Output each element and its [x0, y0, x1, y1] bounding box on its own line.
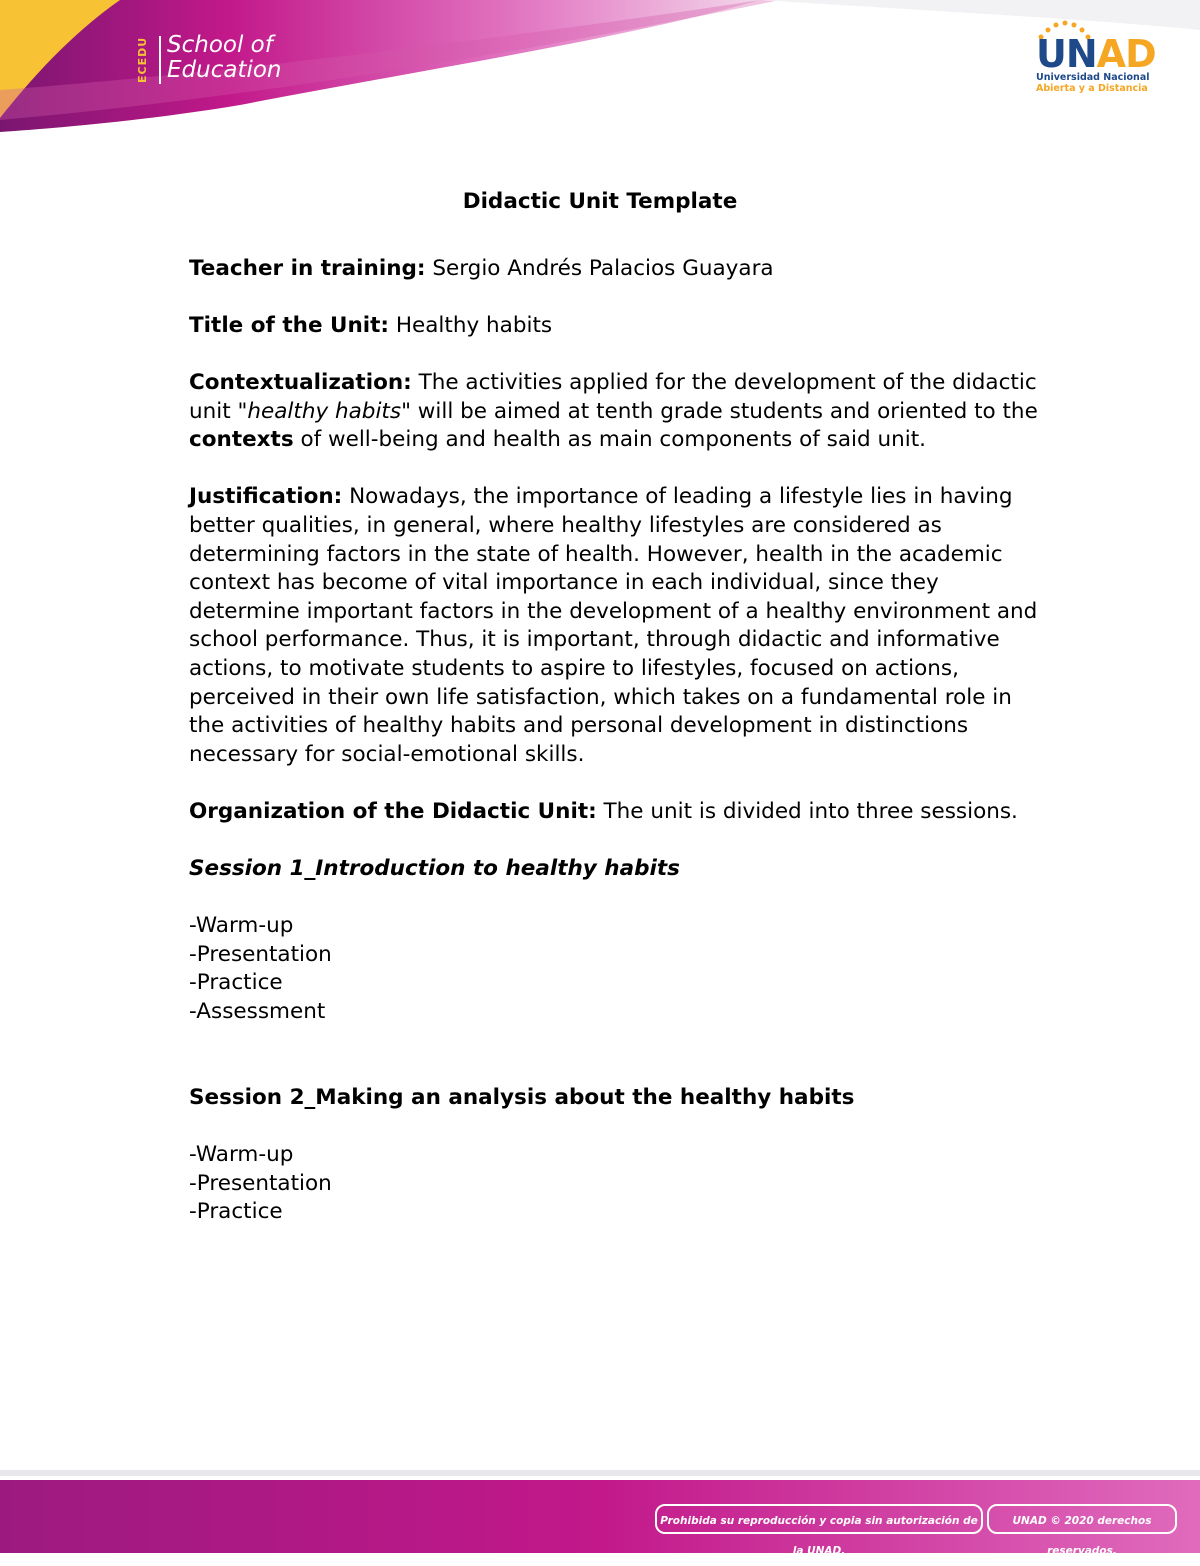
unad-subtitle: Universidad Nacional Abierta y a Distancia: [1036, 72, 1150, 94]
list-item: -Presentation: [189, 1170, 332, 1196]
logo-divider: [159, 36, 161, 84]
list-item: -Warm-up: [189, 913, 294, 939]
copyright-notice: Prohibida su reproducción y copia sin autorización de la UNAD.: [655, 1504, 983, 1534]
teacher-paragraph: Teacher in training: Sergio Andrés Palacios Guayara: [189, 255, 774, 281]
list-item: -Practice: [189, 970, 283, 996]
ecedu-label: ECEDU: [136, 36, 149, 84]
rights-reserved-notice: UNAD © 2020 derechos reservados.: [987, 1504, 1177, 1534]
session-2-title: Session 2_Making an analysis about the healthy habits: [189, 1084, 855, 1110]
document-body: [189, 188, 1039, 1255]
session-1-steps: [189, 912, 1039, 1026]
contextualization-paragraph: Contextualization: The activities applied for the development of the didactic unit "healthy habits" will be aimed at tenth grade students and oriented to the contexts of well-being and health as main components of said unit.: [189, 369, 1038, 453]
organization-paragraph: Organization of the Didactic Unit: The unit is divided into three sessions.: [189, 798, 1018, 824]
unit-title-paragraph: Title of the Unit: Healthy habits: [189, 312, 553, 338]
justification-paragraph: Justification: Nowadays, the importance of leading a lifestyle lies in having better qualities, in general, where healthy lifestyles are considered as determining factors in the state of health. However, health in the academic context has become of vital importance in each individual, since they determine important factors in the development of a healthy environment and school performance. Thus, it is important, through didactic and informative actions, to motivate students to aspire to lifestyles, focused on actions, perceived in their own life satisfaction, which takes on a fundamental role in the activities of healthy habits and personal development in distinctions necessary for social-emotional skills.: [189, 484, 1038, 767]
list-item: -Warm-up: [189, 1142, 294, 1167]
list-item: -Practice: [189, 1199, 283, 1225]
session-1-title: Session 1_Introduction to healthy habits: [189, 856, 680, 882]
list-item: -Assessment: [189, 999, 326, 1025]
document-title: Didactic Unit Template: [462, 189, 738, 214]
unad-wordmark: UNAD: [1036, 32, 1156, 76]
session-2-steps: [189, 1141, 1039, 1227]
school-of-education-logo: School of Education: [167, 32, 282, 83]
list-item: -Presentation: [189, 941, 332, 967]
